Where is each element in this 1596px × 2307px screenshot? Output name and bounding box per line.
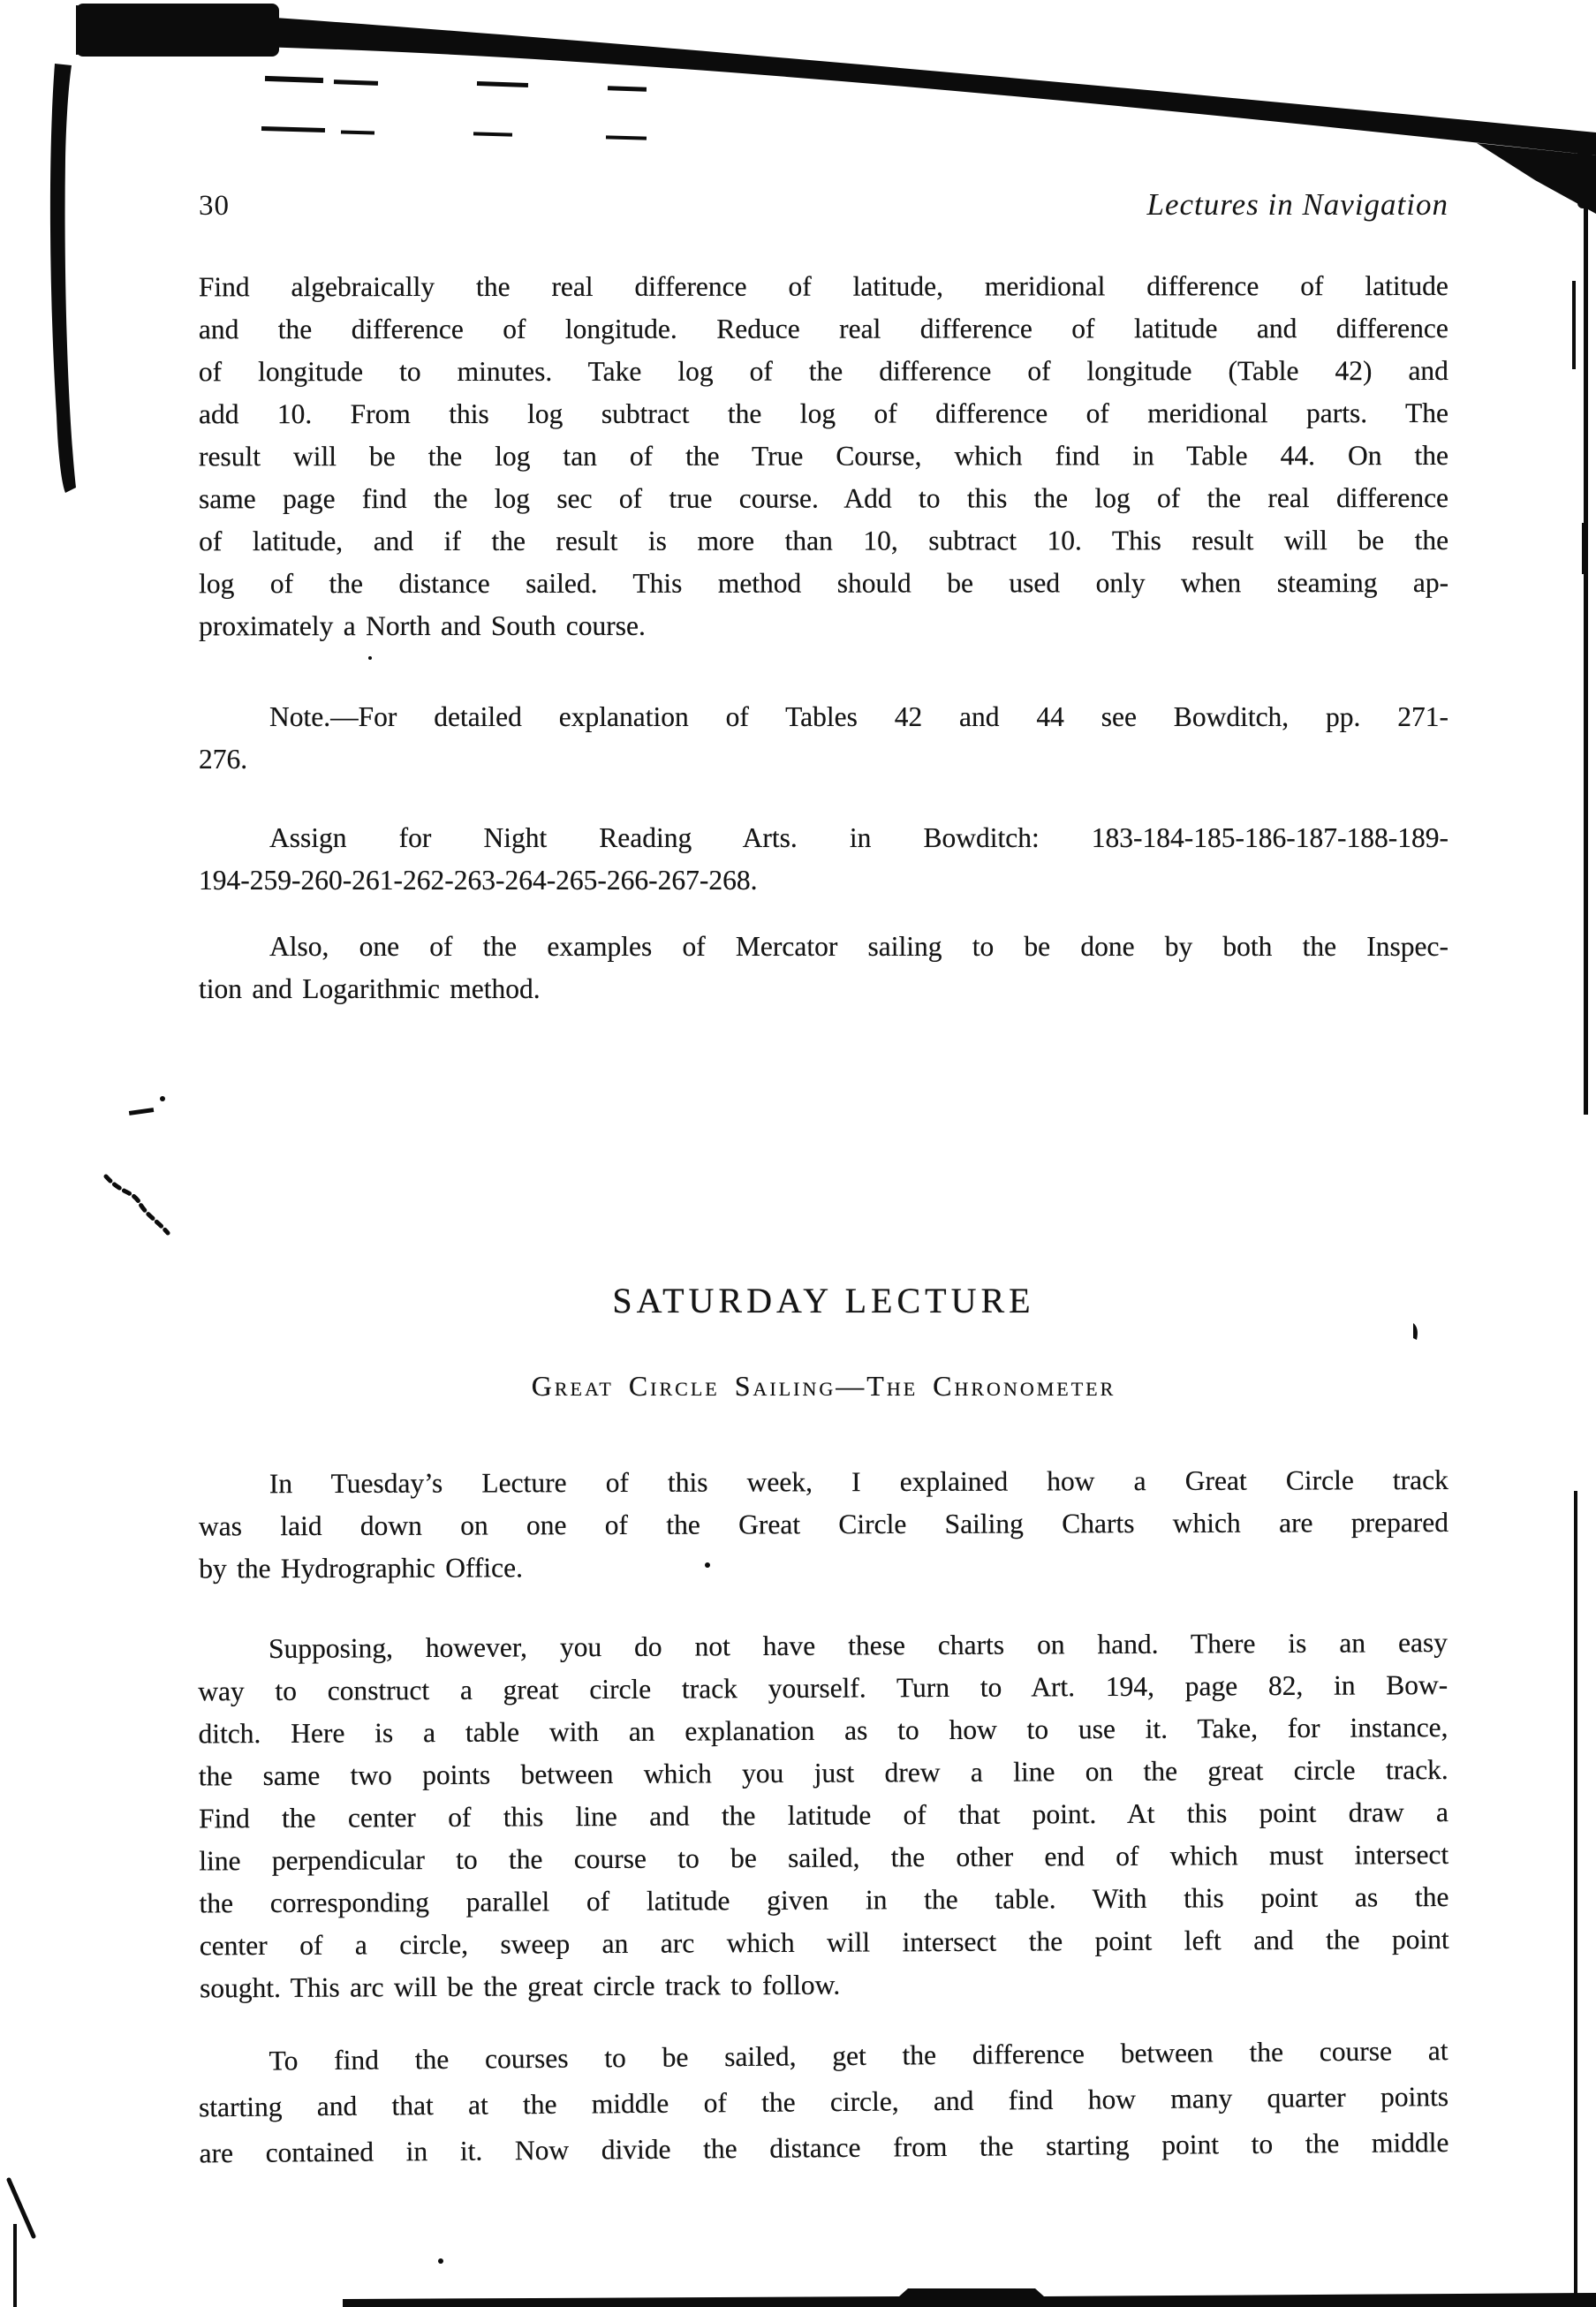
text-line: same page find the log sec of true course. Add to this the log of the real difference (199, 482, 1449, 515)
text-line: are contained in it. Now divide the distance from the starting point to the middle (199, 2126, 1449, 2169)
text-line: proximately a North and South course. (199, 609, 646, 642)
text-line: the same two points between which you just drew a line on the great circle track. (198, 1754, 1449, 1792)
text-line: Find the center of this line and the latitude of that point. At this point draw a (198, 1796, 1449, 1834)
bottom-edge-scan-band (343, 2288, 1596, 2307)
lecture-subtitle: Great Circle Sailing—The Chronometer (531, 1370, 1116, 1402)
running-head (199, 187, 1449, 223)
right-edge-scan-lines (1572, 132, 1592, 2307)
text-line: Note.—For detailed explanation of Tables 42 and 44 see Bowditch, pp. 271- (269, 701, 1449, 732)
text-line: Assign for Night Reading Arts. in Bowditch: 183-184-185-186-187-188-189- (269, 822, 1449, 853)
text-line: ditch. Here is a table with an explanation as to how to use it. Take, for instance, (198, 1712, 1449, 1750)
text-line: tion and Logarithmic method. (199, 973, 541, 1004)
text-line: and the difference of longitude. Reduce real difference of latitude and difference (198, 313, 1449, 345)
paragraph-construct-track (198, 1622, 1449, 2009)
bottom-left-pen-marks (9, 2180, 34, 2307)
text-line: 194-259-260-261-262-263-264-265-266-267-268. (199, 865, 758, 896)
text-line: starting and that at the middle of the circle, and find how many quarter points (198, 2081, 1449, 2123)
text-line: add 10. From this log subtract the log of difference of meridional parts. The (198, 397, 1449, 430)
section-heading-lecture (199, 1280, 1449, 1321)
text-line: Also, one of the examples of Mercator sailing to be done by both the Inspec- (269, 931, 1449, 962)
section-subheading-topic (199, 1370, 1449, 1403)
running-title: Lectures in Navigation (1146, 187, 1449, 222)
text-line: Supposing, however, you do not have these charts on hand. There is an easy (268, 1627, 1449, 1664)
text-line: line perpendicular to the course to be sailed, the other end of which must intersect (199, 1838, 1449, 1877)
text-line: was laid down on one of the Great Circle Sailing Charts which are prepared (198, 1507, 1449, 1542)
paragraph-tuesday-lecture (199, 1459, 1449, 1590)
left-margin-scribbles (106, 1096, 168, 1233)
lecture-title: SATURDAY LECTURE (612, 1281, 1035, 1320)
paragraph-note (199, 696, 1449, 781)
text-line: center of a circle, sweep an arc which will intersect the point left and the point (199, 1923, 1449, 1962)
text-line: result will be the log tan of the True Course, which find in Table 44. On the (198, 440, 1449, 473)
page-number: 30 (199, 190, 230, 222)
text-line: Find algebraically the real difference of latitude, meridional difference of latitude (198, 270, 1449, 303)
text-line: the corresponding parallel of latitude given in the table. With this point as the (199, 1880, 1449, 1919)
text-line: sought. This arc will be the great circle track to follow. (199, 1969, 841, 2004)
text-line: In Tuesday’s Lecture of this week, I explained how a Great Circle track (269, 1464, 1449, 1500)
text-line: of latitude, and if the result is more than 10, subtract 10. This result will be the (199, 525, 1449, 557)
paragraph-find-courses (198, 2028, 1449, 2176)
text-line: way to construct a great circle track yourself. Turn to Art. 194, page 82, in Bow- (198, 1669, 1449, 1707)
text-line: To find the courses to be sailed, get the difference between the course at (269, 2035, 1449, 2076)
paragraph-assignment (199, 817, 1449, 902)
text-line: 276. (199, 744, 248, 775)
text-line: by the Hydrographic Office. (199, 1552, 524, 1585)
left-margin-binding-stroke (50, 64, 76, 493)
text-line: log of the distance sailed. This method should be used only when steaming ap- (199, 566, 1449, 600)
paragraph-also (199, 926, 1449, 1010)
paragraph-method (199, 265, 1449, 647)
top-edge-scan-artifact (76, 4, 1596, 214)
text-line: of longitude to minutes. Take log of the difference of longitude (Table 42) and (198, 355, 1449, 388)
